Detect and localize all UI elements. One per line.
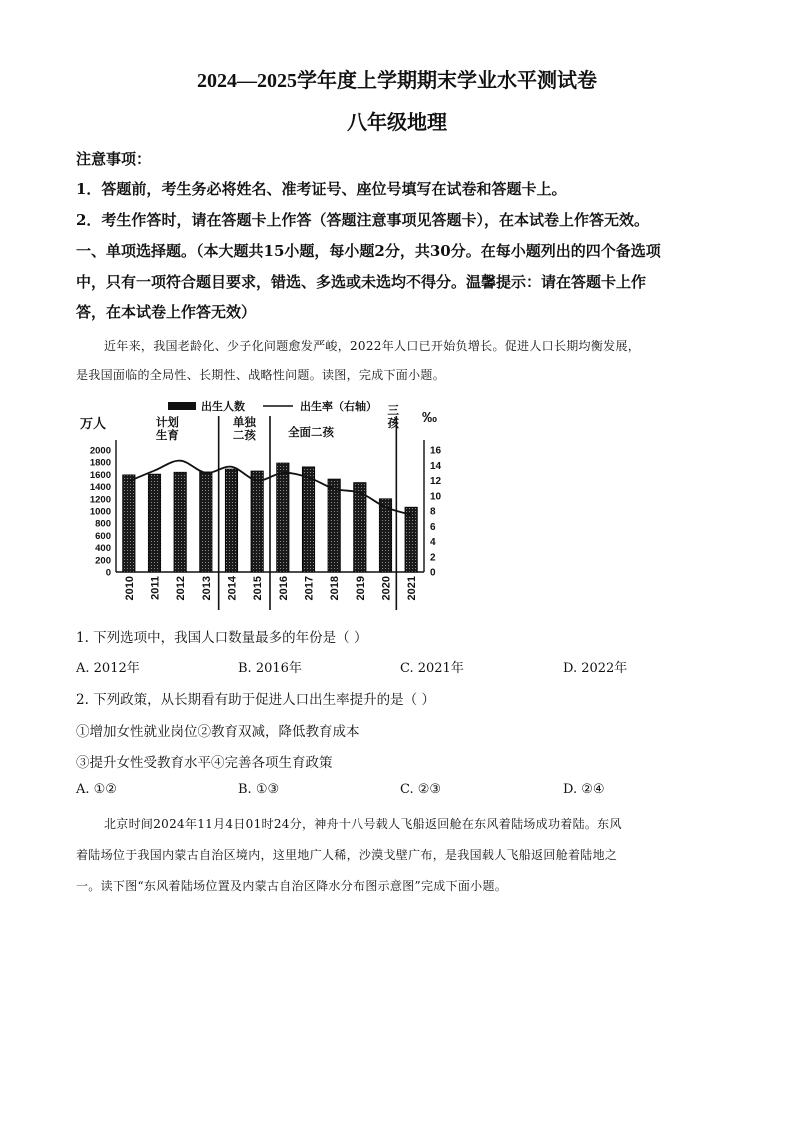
x-tick-label: 2011 xyxy=(149,576,162,600)
passage-2-line-2: 着陆场位于我国内蒙古自治区境内，这里地广人稀，沙漠戈壁广布，是我国载人飞船返回舱着陆地之 xyxy=(76,848,618,862)
left-tick-label: 400 xyxy=(95,543,111,555)
exam-title: 2024—2025学年度上学期期末学业水平测试卷 xyxy=(197,70,597,92)
right-tick-label: 10 xyxy=(430,491,442,503)
section-instructions-line-2: 中，只有一项符合题目要求，错选、多选或未选均不得分。温馨提示：请在答题卡上作 xyxy=(76,273,647,291)
left-tick-label: 2000 xyxy=(89,445,111,457)
bar-2016 xyxy=(277,463,289,572)
section-instructions-line-1: 一、单项选择题。（本大题共15小题，每小题2分，共30分。在每小题列出的四个备选项 xyxy=(76,242,661,260)
bar-2021 xyxy=(405,507,417,572)
bar-2011 xyxy=(148,474,160,572)
bar-2017 xyxy=(302,467,314,572)
passage-2-line-3: 一。读下图“东风着陆场位置及内蒙古自治区降水分布图示意图”完成下面小题。 xyxy=(76,879,508,893)
notice-item-1: 1．答题前，考生务必将姓名、准考证号、座位号填写在试卷和答题卡上。 xyxy=(76,180,567,198)
passage-1-line-1: 近年来，我国老龄化、少子化问题愈发严峻，2022年人口已开始负增长。促进人口长期均衡发展， xyxy=(104,339,641,353)
bar-2019 xyxy=(354,483,366,572)
legend-bar-swatch xyxy=(168,402,196,410)
q1-option-a[interactable]: A. 2012年 xyxy=(76,661,140,676)
right-tick-label: 16 xyxy=(430,445,442,457)
x-tick-label: 2020 xyxy=(380,576,393,601)
exam-subtitle: 八年级地理 xyxy=(347,112,447,134)
left-tick-label: 600 xyxy=(95,530,111,542)
right-tick-label: 14 xyxy=(430,460,442,472)
q2-option-b[interactable]: B. ①③ xyxy=(238,782,280,797)
x-tick-label: 2017 xyxy=(303,576,316,601)
phase-label-1: 计划 xyxy=(155,417,179,429)
legend-bar-label: 出生人数 xyxy=(201,401,245,413)
x-tick-label: 2016 xyxy=(277,576,290,601)
q1-option-d[interactable]: D. 2022年 xyxy=(563,661,628,676)
right-tick-label: 8 xyxy=(430,506,436,518)
left-tick-label: 1800 xyxy=(89,457,111,469)
q2-option-d[interactable]: D. ②④ xyxy=(563,782,605,797)
notice-heading: 注意事项： xyxy=(76,150,152,168)
question-2-items-line-2: ③提升女性受教育水平④完善各项生育政策 xyxy=(76,755,333,771)
right-tick-label: 6 xyxy=(430,521,436,533)
legend-line-label: 出生率（右轴） xyxy=(300,401,377,413)
x-tick-label: 2015 xyxy=(252,576,265,601)
question-2-items-line-1: ①增加女性就业岗位②教育双减，降低教育成本 xyxy=(76,724,360,740)
x-tick-label: 2012 xyxy=(175,576,188,601)
phase-label-3: 全面二孩 xyxy=(288,427,335,439)
right-tick-label: 12 xyxy=(430,476,442,487)
bar-2018 xyxy=(328,479,340,572)
x-tick-label: 2010 xyxy=(123,576,136,601)
left-axis-unit: 万人 xyxy=(80,416,107,431)
phase-label-4: 三 xyxy=(387,405,399,417)
left-tick-label: 1000 xyxy=(89,506,111,518)
q2-option-a[interactable]: A. ①② xyxy=(76,782,117,797)
section-instructions-line-3: 答，在本试卷上作答无效） xyxy=(76,303,257,321)
q2-option-c[interactable]: C. ②③ xyxy=(400,782,442,797)
right-tick-label: 4 xyxy=(430,537,436,548)
bar-2012 xyxy=(174,472,186,572)
right-tick-label: 2 xyxy=(430,552,436,564)
x-tick-label: 2018 xyxy=(329,576,342,601)
passage-2-line-1: 北京时间2024年11月4日01时24分，神舟十八号载人飞船返回舱在东风着陆场成功着陆。东风 xyxy=(104,817,622,831)
bar-2015 xyxy=(251,471,263,572)
x-tick-label: 2013 xyxy=(200,576,213,601)
bar-2010 xyxy=(123,475,135,572)
x-tick-label: 2021 xyxy=(406,576,419,601)
chart-legend xyxy=(168,399,377,413)
right-axis-unit: ‰ xyxy=(422,409,437,426)
bar-2013 xyxy=(200,472,212,572)
bar-2014 xyxy=(225,469,237,572)
left-tick-label: 1200 xyxy=(89,494,111,506)
right-tick-label: 0 xyxy=(430,567,436,579)
left-tick-label: 200 xyxy=(95,555,111,567)
phase-label-1: 生育 xyxy=(155,430,179,442)
left-tick-label: 0 xyxy=(105,567,111,579)
phase-label-2: 单独 xyxy=(232,417,256,429)
notice-item-2: 2．考生作答时，请在答题卡上作答（答题注意事项见答题卡），在本试卷上作答无效。 xyxy=(76,211,649,229)
q1-option-c[interactable]: C. 2021年 xyxy=(400,661,464,676)
left-tick-label: 800 xyxy=(95,518,111,530)
birth-chart xyxy=(78,396,450,616)
phase-label-4: 孩 xyxy=(387,418,399,430)
phase-label-2: 二孩 xyxy=(232,430,256,442)
question-2-stem: 2. 下列政策，从长期看有助于促进人口出生率提升的是（ ） xyxy=(76,692,435,708)
q1-option-b[interactable]: B. 2016年 xyxy=(238,661,302,676)
passage-1-line-2: 是我国面临的全局性、长期性、战略性问题。读图，完成下面小题。 xyxy=(76,368,446,382)
bar-2020 xyxy=(379,499,391,572)
x-tick-label: 2019 xyxy=(354,576,367,601)
x-tick-label: 2014 xyxy=(226,576,239,601)
left-tick-label: 1600 xyxy=(89,469,111,481)
left-tick-label: 1400 xyxy=(89,482,111,494)
question-1-stem: 1. 下列选项中，我国人口数量最多的年份是（ ） xyxy=(76,630,368,646)
